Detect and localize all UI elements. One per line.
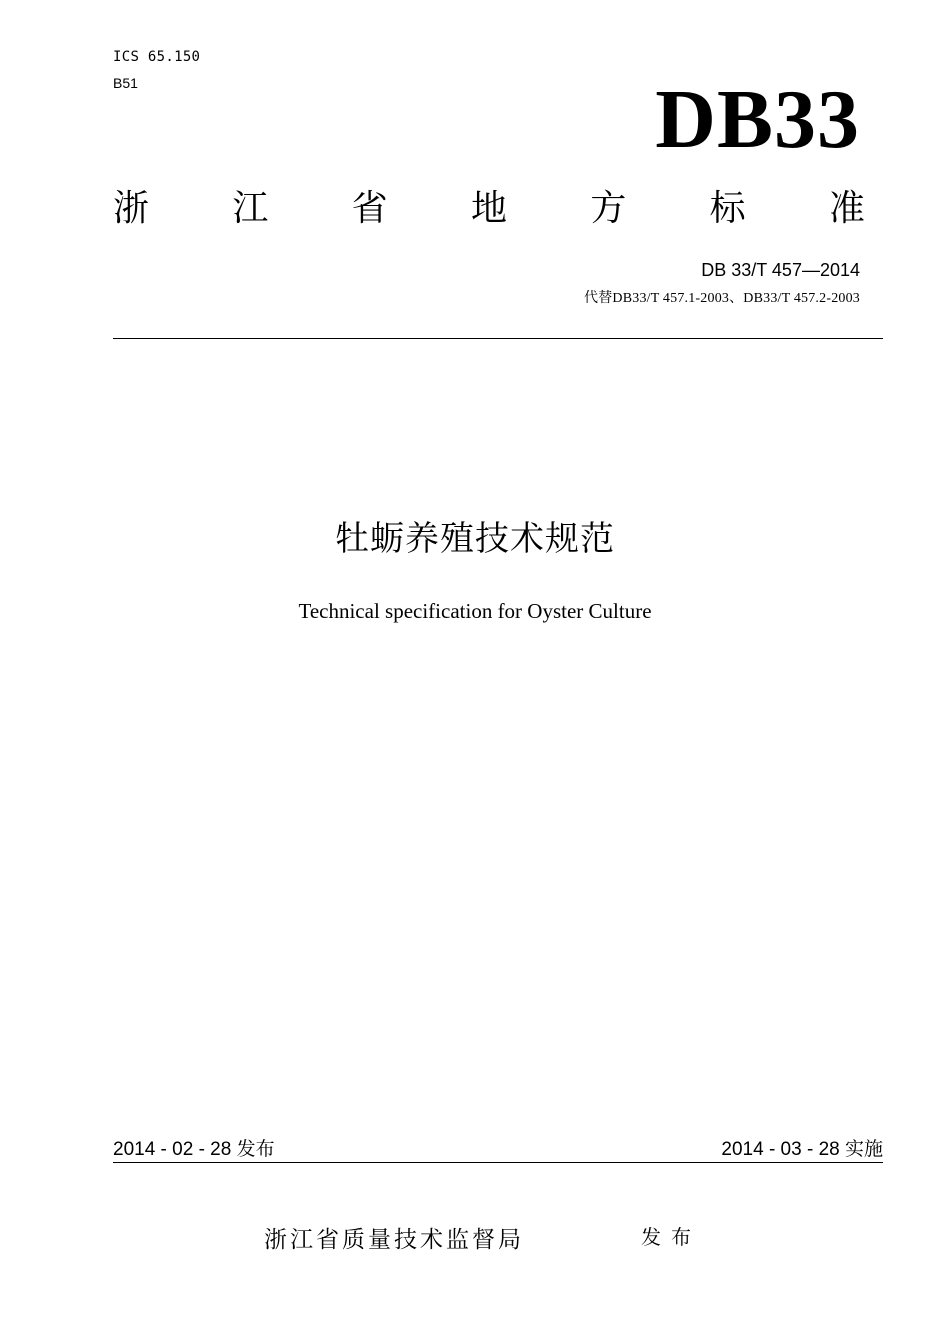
- ccs-code: B51: [113, 75, 138, 91]
- issuing-authority: 浙江省质量技术监督局: [264, 1227, 524, 1253]
- standard-type-char: 方: [590, 188, 627, 229]
- standard-number: DB 33/T 457—2014: [701, 260, 860, 280]
- bottom-divider: [113, 1162, 883, 1163]
- standard-type-heading: [113, 184, 865, 234]
- standard-type-char: 江: [232, 188, 269, 229]
- standard-type-char: 省: [351, 188, 388, 229]
- standard-type-char: 地: [470, 188, 507, 229]
- standard-type-char: 准: [828, 188, 865, 229]
- replaces-note: 代替DB33/T 457.1-2003、DB33/T 457.2-2003: [584, 291, 860, 306]
- implementation-date: 2014 - 03 - 28 实施: [721, 1139, 883, 1160]
- top-divider: [113, 338, 883, 339]
- title-english: Technical specification for Oyster Culture: [298, 599, 652, 623]
- ics-code: ICS 65.150: [113, 49, 201, 65]
- issue-action: 发布: [641, 1225, 701, 1249]
- issue-date: 2014 - 02 - 28 发布: [113, 1139, 275, 1160]
- standard-type-char: 标: [709, 188, 746, 229]
- standard-logo: DB33: [655, 73, 860, 166]
- title-chinese: 牡蛎养殖技术规范: [335, 519, 615, 559]
- standard-type-char: 浙: [113, 188, 150, 229]
